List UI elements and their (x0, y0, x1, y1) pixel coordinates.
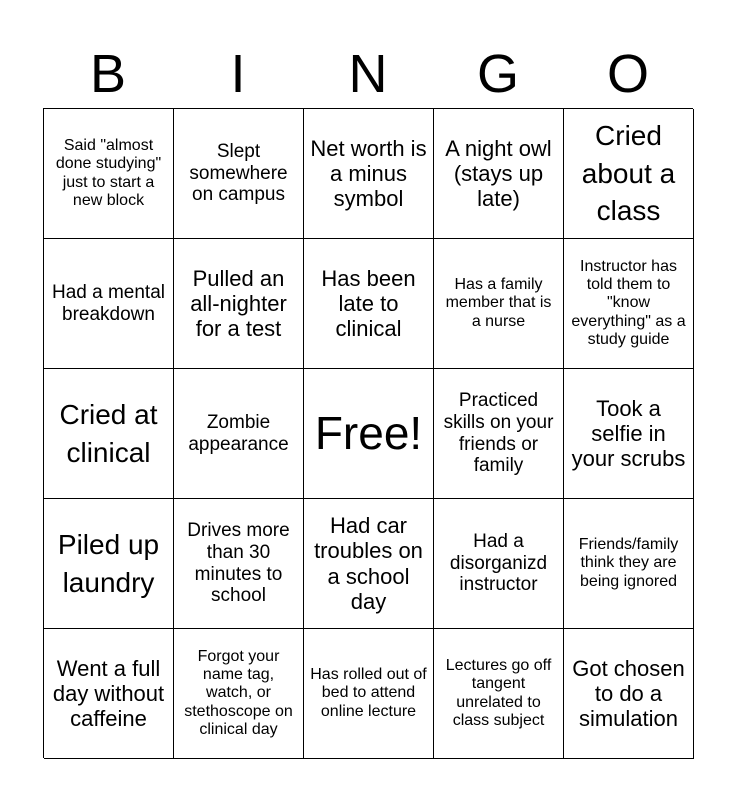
free-space-cell[interactable] (304, 369, 434, 499)
header-letter-b: B (89, 44, 127, 104)
cell-label: A night owl (stays up late) (445, 135, 552, 212)
cell-label: Lectures go off tangent unrelated to class subject (445, 656, 552, 729)
cell-label: Piled up laundry (57, 528, 160, 598)
cell-label: Cried at clinical (59, 398, 158, 468)
cell-label: Has been late to clinical (321, 265, 416, 342)
cell-label: Instructor has told them to "know everything" as a study guide (571, 257, 686, 349)
cell-label: Free! (314, 407, 423, 460)
bingo-cell[interactable] (564, 109, 694, 239)
bingo-cell[interactable] (44, 239, 174, 369)
bingo-cell[interactable] (44, 629, 174, 759)
bingo-header (43, 40, 693, 108)
bingo-cell[interactable] (434, 499, 564, 629)
bingo-cell[interactable] (304, 239, 434, 369)
bingo-cell[interactable] (564, 369, 694, 499)
cell-label: Pulled an all-nighter for a test (190, 265, 287, 342)
cell-label: Has rolled out of bed to attend online lecture (310, 665, 427, 720)
cell-label: Had car troubles on a school day (314, 512, 423, 614)
cell-label: Zombie appearance (188, 411, 289, 455)
bingo-cell[interactable] (174, 629, 304, 759)
bingo-cell[interactable] (174, 239, 304, 369)
bingo-cell[interactable] (174, 499, 304, 629)
cell-label: Has a family member that is a nurse (445, 275, 552, 330)
bingo-cell[interactable] (434, 369, 564, 499)
bingo-cell[interactable] (434, 629, 564, 759)
bingo-cell[interactable] (304, 109, 434, 239)
header-letter-n: N (348, 44, 388, 104)
header-letter-o: O (606, 44, 649, 104)
bingo-cell[interactable] (304, 629, 434, 759)
header-letter-g: G (476, 44, 519, 104)
cell-label: Had a mental breakdown (51, 281, 165, 325)
bingo-cell[interactable] (304, 499, 434, 629)
bingo-cell[interactable] (44, 499, 174, 629)
bingo-cell[interactable] (434, 109, 564, 239)
cell-label: Slept somewhere on campus (189, 140, 288, 206)
cell-label: Had a disorganizd instructor (449, 530, 548, 596)
cell-label: Went a full day without caffeine (52, 655, 165, 732)
cell-label: Got chosen to do a simulation (572, 655, 685, 732)
bingo-cell[interactable] (174, 109, 304, 239)
bingo-cell[interactable] (564, 629, 694, 759)
bingo-cell[interactable] (44, 109, 174, 239)
cell-label: Said "almost done studying" just to start a new block (55, 136, 162, 209)
cell-label: Forgot your name tag, watch, or stethoscope on clinical day (184, 647, 293, 739)
bingo-cell[interactable] (434, 239, 564, 369)
cell-label: Practiced skills on your friends or family (443, 389, 554, 477)
bingo-board (43, 108, 693, 758)
bingo-cell[interactable] (564, 239, 694, 369)
bingo-cell[interactable] (44, 369, 174, 499)
cell-label: Friends/family think they are being ignored (578, 535, 679, 590)
cell-label: Cried about a class (581, 119, 676, 227)
cell-label: Took a selfie in your scrubs (571, 395, 686, 472)
cell-label: Net worth is a minus symbol (310, 135, 427, 212)
bingo-cell[interactable] (174, 369, 304, 499)
cell-label: Drives more than 30 minutes to school (187, 519, 290, 607)
bingo-cell[interactable] (564, 499, 694, 629)
header-letter-i: I (230, 44, 246, 104)
